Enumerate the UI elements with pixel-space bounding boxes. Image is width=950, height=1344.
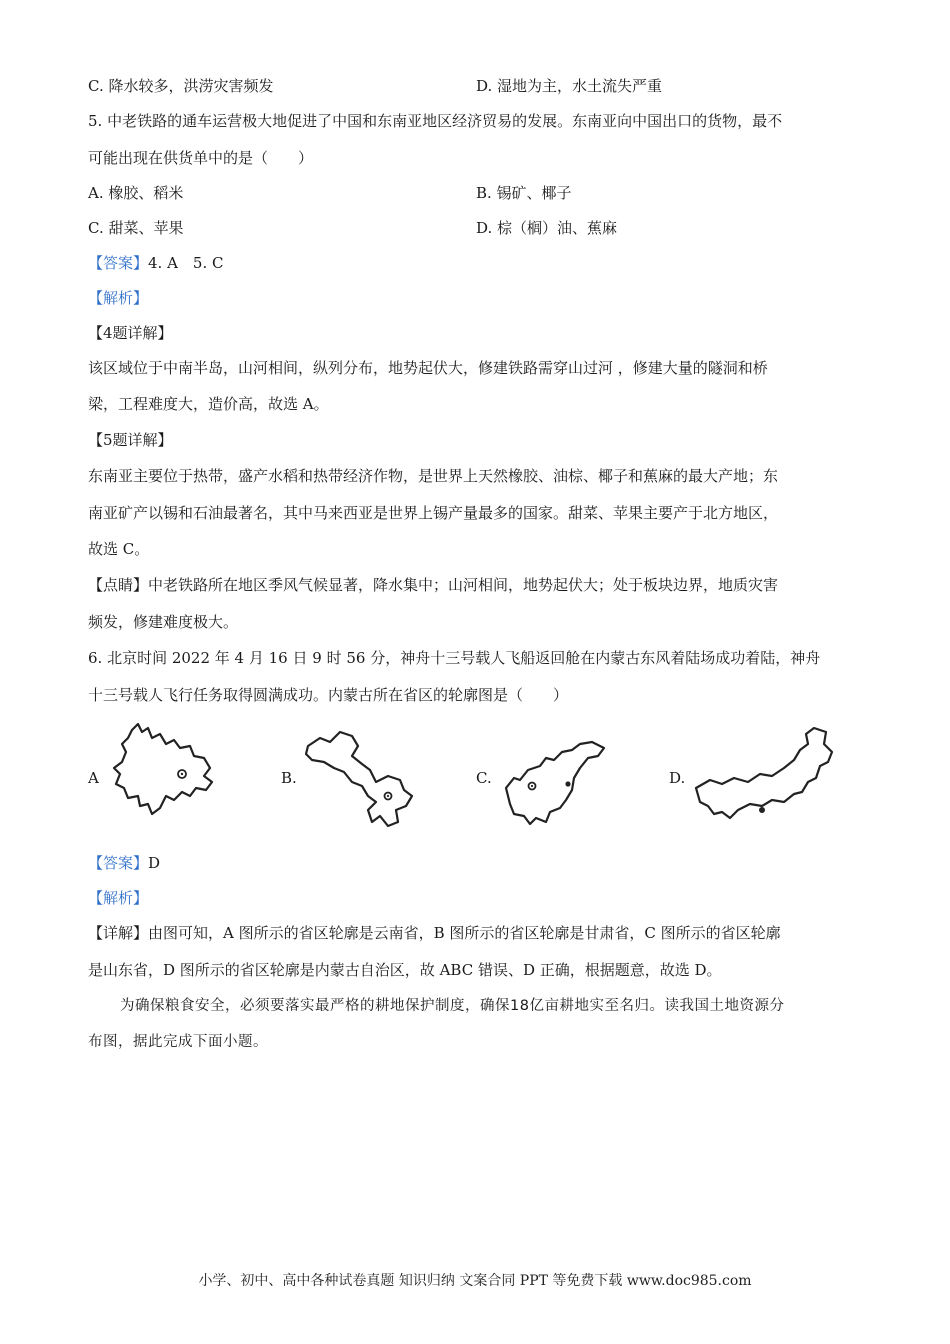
- map-label-c: C.: [476, 769, 492, 787]
- analysis-6-tag: 【解析】: [88, 889, 149, 907]
- dianjing-text: 中老铁路所在地区季风气候显著，降水集中；山河相间，地势起伏大；处于板块边界，地质灾害: [148, 576, 779, 594]
- answer-tag: 【答案】: [88, 254, 149, 272]
- option-4c: C. 降水较多，洪涝灾害频发: [88, 77, 274, 95]
- detail-5-line-2: 南亚矿产以锡和石油最著名，其中马来西亚是世界上锡产量最多的国家。甜菜、苹果主要产于北方地区，: [88, 504, 779, 522]
- intro-line-2: 布图，据此完成下面小题。: [88, 1034, 268, 1050]
- dianjing-tag: 【点睛】: [88, 576, 149, 594]
- page-footer: 小学、初中、高中各种试卷真题 知识归纳 文案合同 PPT 等免费下载 www.doc985.com: [198, 1273, 752, 1289]
- analysis-tag: 【解析】: [88, 289, 149, 307]
- answer-6-tag: 【答案】: [88, 854, 149, 872]
- map-label-a: A: [88, 769, 99, 787]
- option-5b: B. 锡矿、椰子: [476, 184, 572, 202]
- detail-6-text: 由图可知，A 图所示的省区轮廓是云南省，B 图所示的省区轮廓是甘肃省，C 图所示的省区轮廓: [148, 924, 781, 942]
- answer-text: 4. A 5. C: [148, 254, 224, 272]
- detail-5-line-3: 故选 C。: [88, 540, 150, 558]
- detail-6-line-2: 是山东省，D 图所示的省区轮廓是内蒙古自治区，故 ABC 错误、D 正确，根据题意，故选 D。: [88, 961, 722, 979]
- question-5-stem-2: 可能出现在供货单中的是（ ）: [88, 149, 314, 167]
- map-yunnan-outline: [108, 718, 228, 823]
- map-label-b: B.: [281, 769, 297, 787]
- map-label-d: D.: [669, 769, 686, 787]
- answer-6: [88, 853, 160, 873]
- option-5d: D. 棕（榈）油、蕉麻: [476, 219, 618, 237]
- option-4d: D. 湿地为主，水土流失严重: [476, 77, 663, 95]
- map-shandong-outline: [500, 738, 610, 830]
- detail-4-tag: 【4题详解】: [88, 324, 173, 342]
- intro-line-1: 为确保粮食安全，必须要落实最严格的耕地保护制度，确保18亿亩耕地实至名归。读我国土地资源分: [120, 998, 785, 1014]
- question-6-stem-1: 6. 北京时间 2022 年 4 月 16 日 9 时 56 分，神舟十三号载人飞船返回舱在内蒙古东风着陆场成功着陆，神舟: [88, 649, 821, 667]
- dianjing-line-1: [88, 575, 778, 595]
- detail-6-tag: 【详解】: [88, 924, 149, 942]
- detail-5-line-1: 东南亚主要位于热带，盛产水稻和热带经济作物，是世界上天然橡胶、油棕、椰子和蕉麻的最大产地；东: [88, 467, 779, 485]
- answer-6-text: D: [148, 854, 161, 872]
- detail-5-tag: 【5题详解】: [88, 431, 173, 449]
- dianjing-line-2: 频发，修建难度极大。: [88, 613, 239, 631]
- map-inner-mongolia-outline: [690, 722, 840, 834]
- option-5c: C. 甜菜、苹果: [88, 219, 184, 237]
- detail-4-line-2: 梁，工程难度大，造价高，故选 A。: [88, 395, 329, 413]
- question-6-stem-2: 十三号载人飞行任务取得圆满成功。内蒙古所在省区的轮廓图是（ ）: [88, 686, 569, 704]
- question-5-stem-1: 5. 中老铁路的通车运营极大地促进了中国和东南亚地区经济贸易的发展。东南亚向中国出口的货物，最不: [88, 112, 783, 130]
- map-gansu-outline: [300, 726, 425, 831]
- detail-4-line-1: 该区域位于中南半岛，山河相间，纵列分布，地势起伏大，修建铁路需穿山过河 ，修建大量的隧洞和桥: [88, 359, 768, 377]
- detail-6-line-1: [88, 923, 781, 943]
- option-5a: A. 橡胶、稻米: [88, 184, 184, 202]
- answer-4-5: [88, 253, 224, 273]
